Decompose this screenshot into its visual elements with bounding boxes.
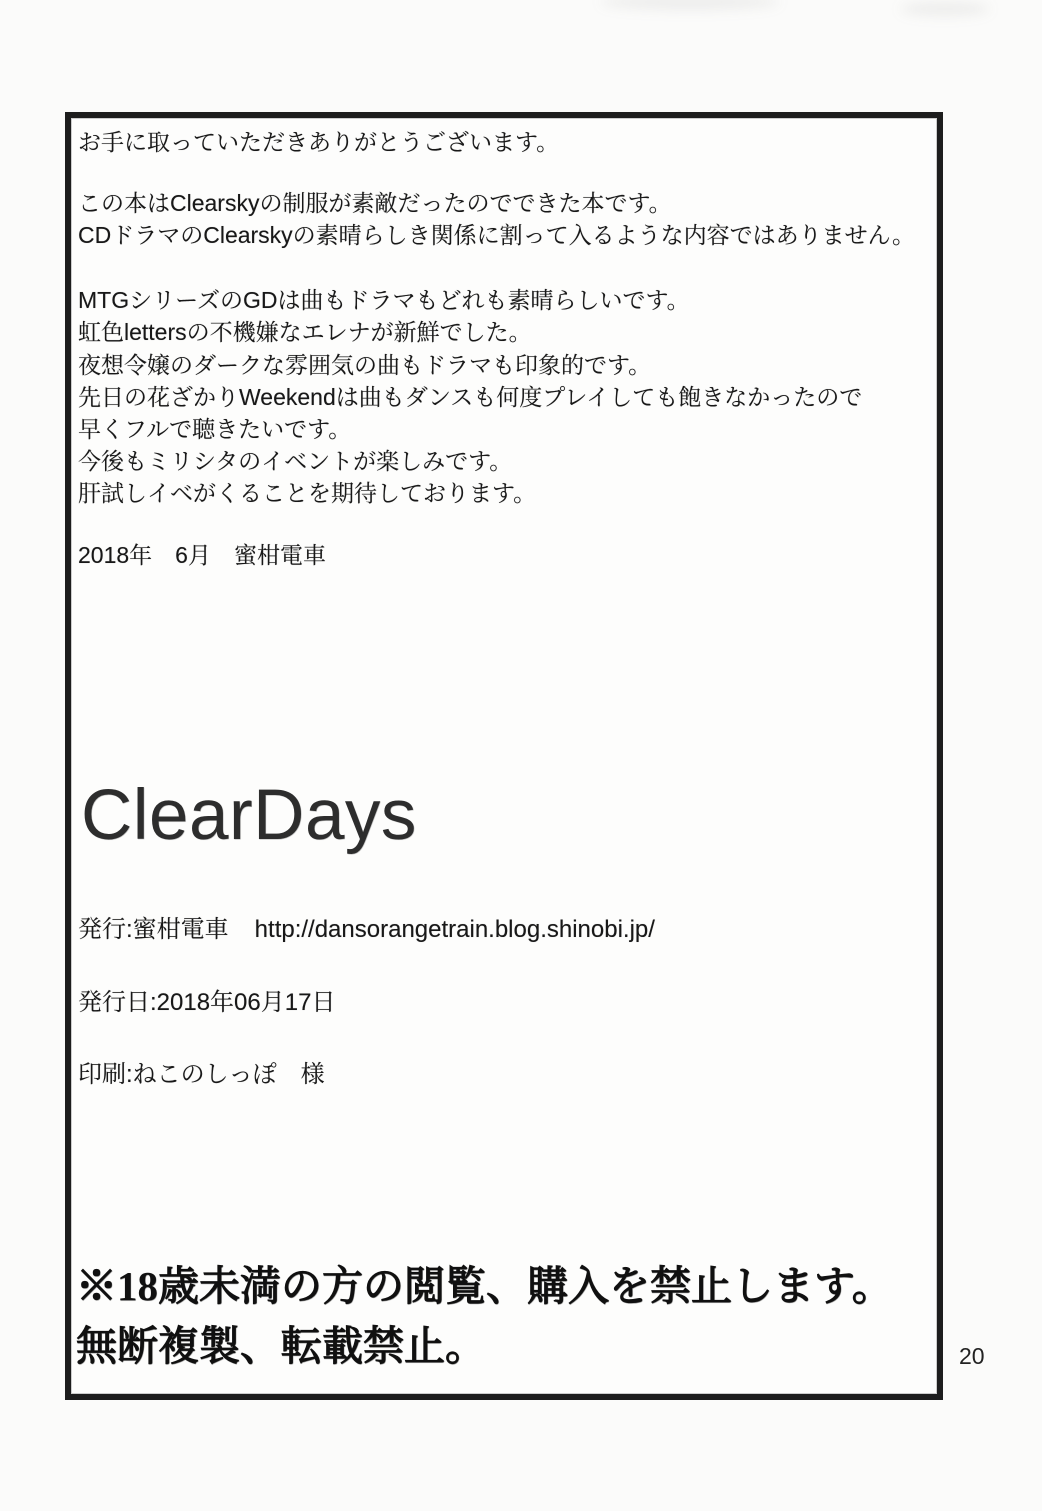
comment-line-7: 肝試しイベがくることを期待しております。 — [78, 481, 537, 507]
scan-smudge — [600, 0, 780, 10]
comment-line-2: 虹色lettersの不機嫌なエレナが新鮮でした。 — [78, 319, 532, 346]
about-paragraph — [78, 187, 915, 252]
comment-line-6: 今後もミリシタのイベントが楽しみです。 — [78, 449, 513, 475]
printer-line: 印刷:ねこのしっぽ 様 — [78, 1061, 325, 1088]
scan-smudge — [900, 2, 990, 16]
publish-date-line: 発行日:2018年06月17日 — [78, 989, 336, 1016]
age-warning-block — [76, 1256, 893, 1376]
about-line-2: CDドラマのClearskyの素晴らしき関係に割って入るような内容ではありません。 — [78, 222, 916, 249]
page-border-frame — [65, 112, 943, 1400]
comment-line-3: 夜想令嬢のダークな雰囲気の曲もドラマも印象的です。 — [78, 351, 652, 378]
publisher-line — [78, 915, 655, 945]
comment-line-4: 先日の花ざかりWeekendは曲もダンスも何度プレイしても飽きなかったので — [78, 384, 863, 411]
age-warning-line: ※18歳未満の方の閲覧、購入を禁止します。 — [76, 1263, 893, 1309]
page-number: 20 — [959, 1343, 985, 1369]
publisher-url: http://dansorangetrain.blog.shinobi.jp/ — [254, 916, 655, 943]
doujin-title: ClearDays — [81, 776, 417, 855]
publisher-label: 発行:蜜柑電車 — [78, 916, 229, 943]
comments-paragraph — [78, 284, 862, 511]
no-reproduction-line: 無断複製、転載禁止。 — [76, 1323, 486, 1369]
greeting-line: お手に取っていただきありがとうございます。 — [78, 130, 560, 155]
about-line-1: この本はClearskyの制服が素敵だったのでできた本です。 — [78, 190, 672, 216]
comment-line-1: MTGシリーズのGDは曲もドラマもどれも素晴らしいです。 — [78, 287, 690, 313]
signoff-date-line: 2018年 6月 蜜柑電車 — [78, 542, 326, 568]
comment-line-5: 早くフルで聴きたいです。 — [78, 416, 352, 442]
